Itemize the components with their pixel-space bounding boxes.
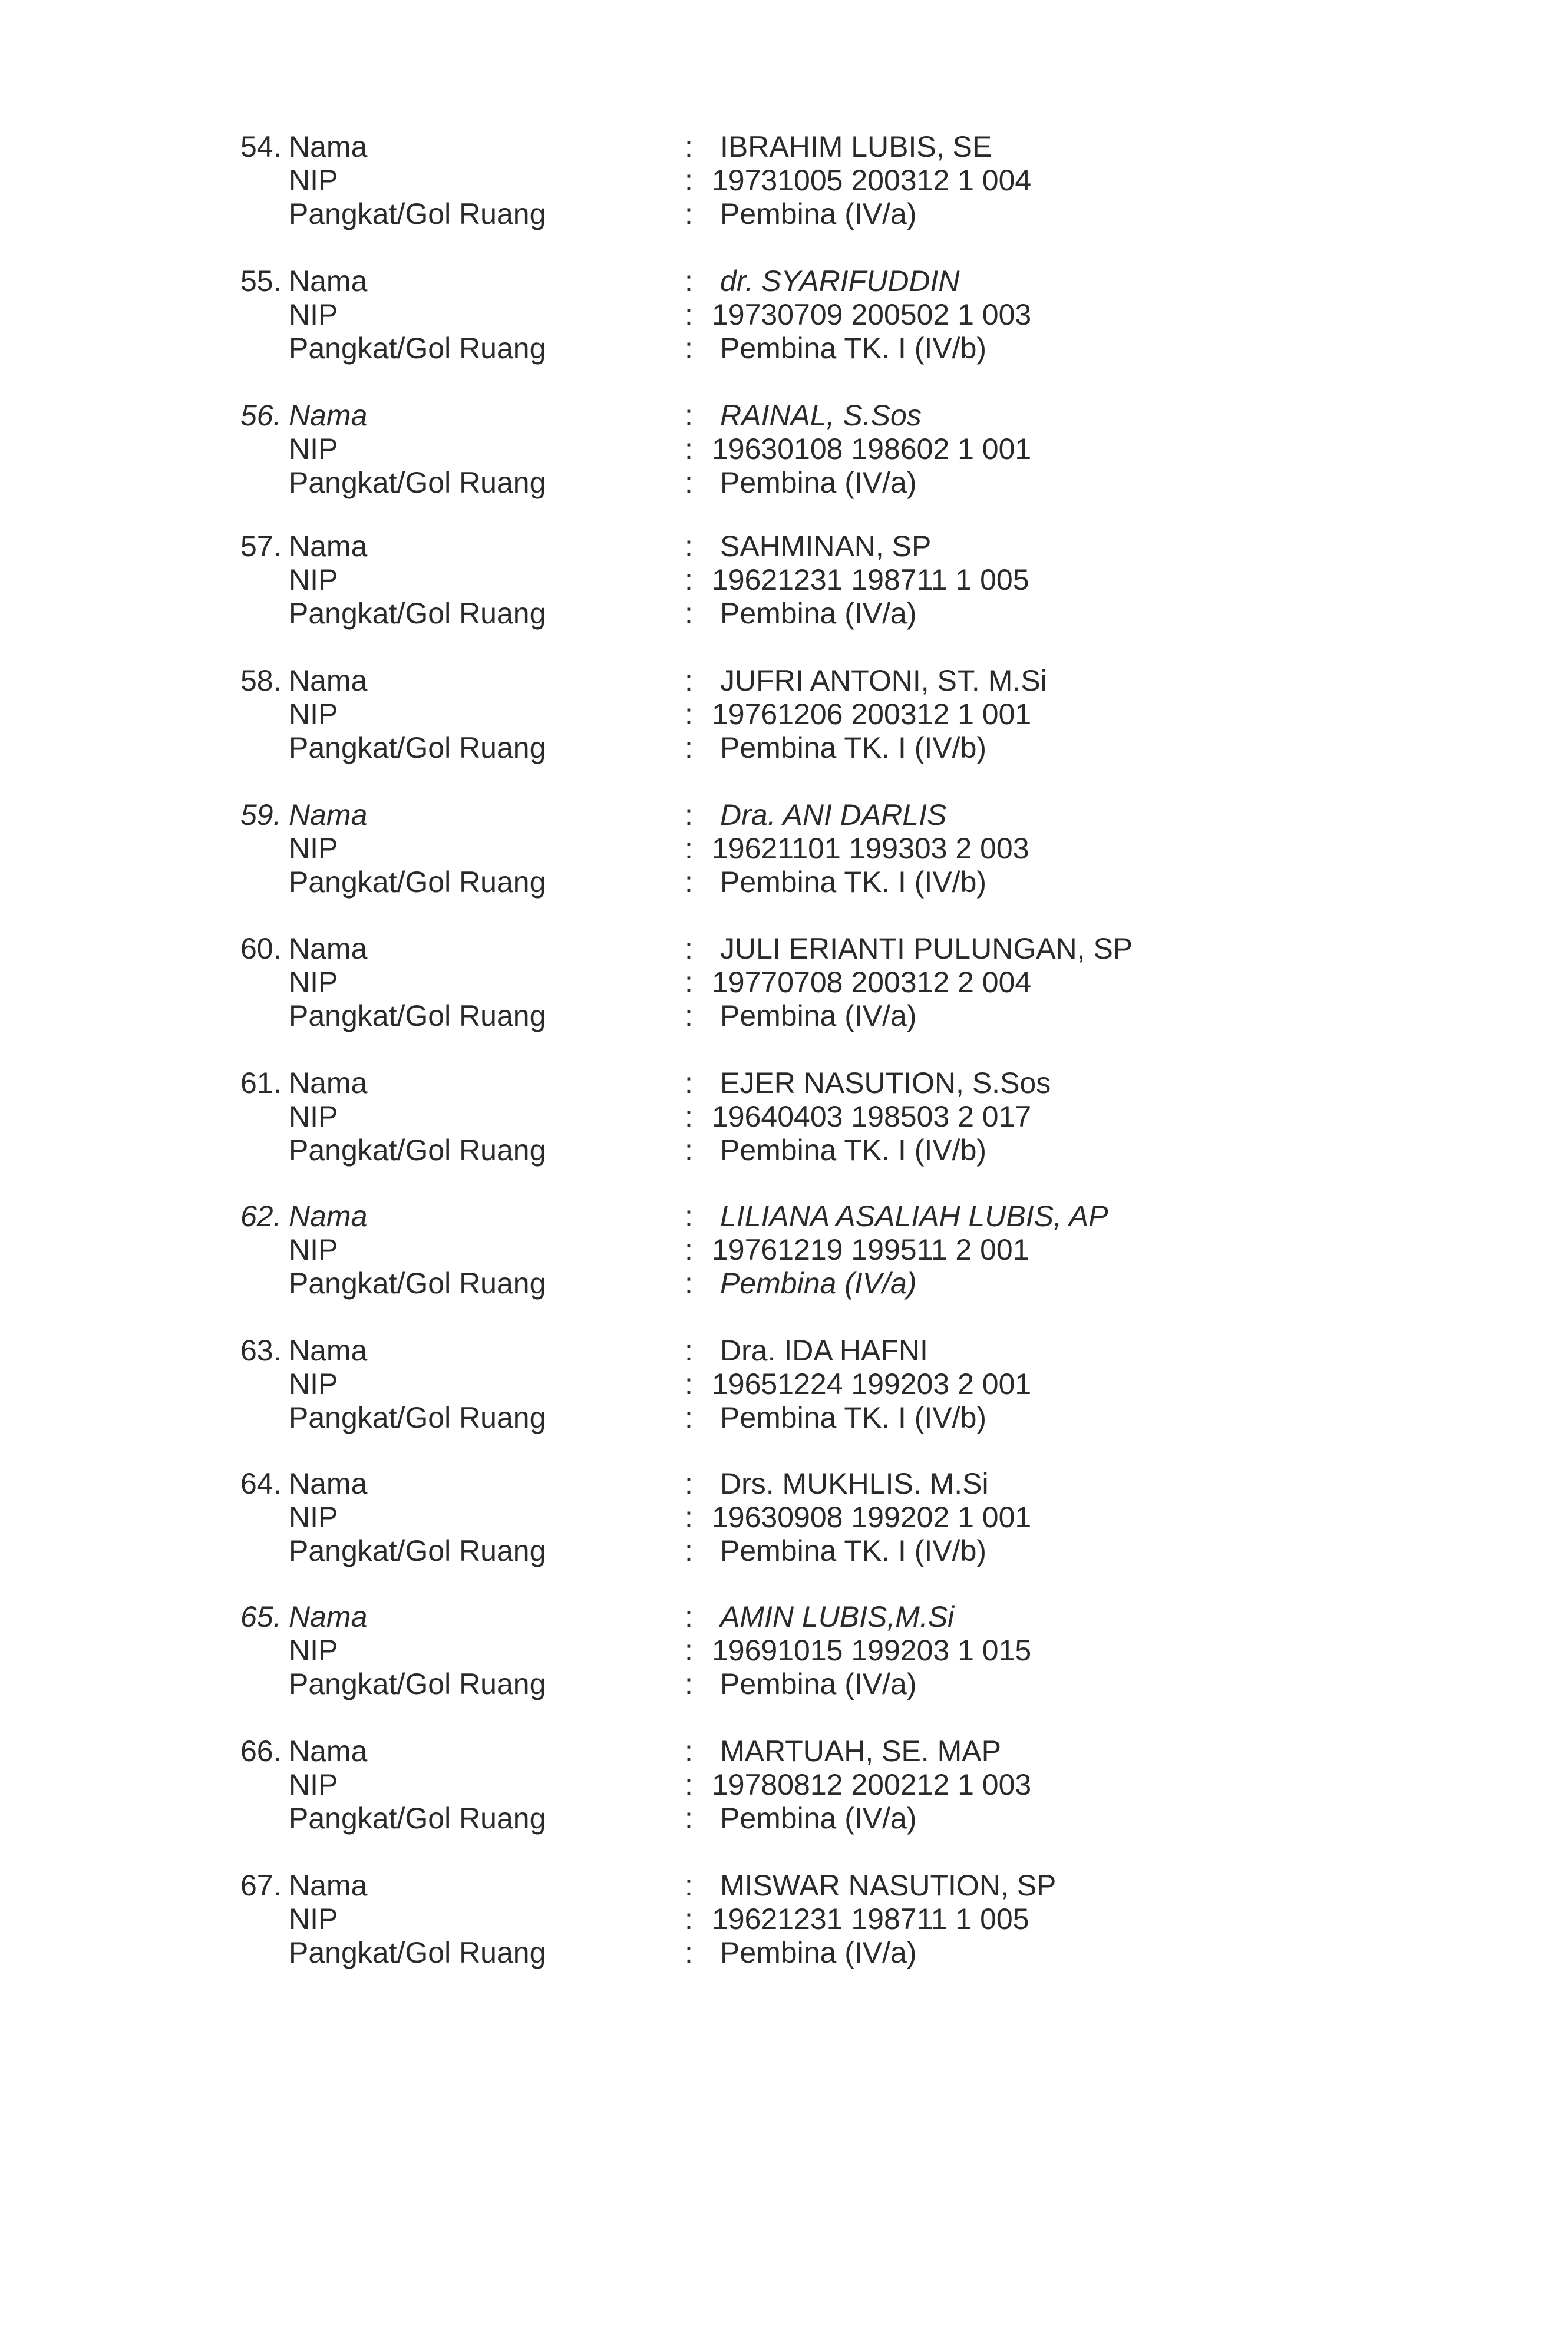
nama-line: [0, 398, 1568, 433]
separator: :: [685, 432, 693, 465]
nama-label: Nama: [289, 130, 368, 163]
pangkat-label: Pangkat/Gol Ruang: [289, 597, 546, 630]
entry-number: 56.: [240, 399, 282, 432]
employee-entry: [0, 1599, 1568, 1705]
pangkat-value: Pembina (IV/a): [720, 1936, 917, 1969]
separator: :: [685, 399, 693, 432]
employee-entry: [0, 1868, 1568, 1974]
nip-value: 19630908 199202 1 001: [712, 1501, 1032, 1534]
separator: :: [685, 1267, 693, 1300]
nip-line: [0, 297, 1568, 332]
employee-entry: [0, 529, 1568, 635]
pangkat-label: Pangkat/Gol Ruang: [289, 1667, 546, 1700]
pangkat-label: Pangkat/Gol Ruang: [289, 1534, 546, 1567]
separator: :: [685, 731, 693, 764]
nip-label: NIP: [289, 698, 338, 731]
pangkat-value: Pembina TK. I (IV/b): [720, 731, 987, 764]
nama-line: [0, 1599, 1568, 1634]
nip-line: [0, 431, 1568, 467]
pangkat-line: [0, 864, 1568, 900]
pangkat-value: Pembina TK. I (IV/b): [720, 332, 987, 365]
pangkat-value: Pembina (IV/a): [720, 1802, 917, 1835]
nip-value: 19651224 199203 2 001: [712, 1368, 1032, 1401]
pangkat-label: Pangkat/Gol Ruang: [289, 197, 546, 230]
pangkat-line: [0, 596, 1568, 631]
pangkat-value: Pembina TK. I (IV/b): [720, 1134, 987, 1167]
nip-line: [0, 696, 1568, 732]
nama-line: [0, 1466, 1568, 1501]
pangkat-value: Pembina (IV/a): [720, 197, 917, 230]
separator: :: [685, 332, 693, 365]
nama-line: [0, 1198, 1568, 1234]
nama-line: [0, 1065, 1568, 1101]
nip-label: NIP: [289, 1501, 338, 1534]
nip-value: 19640403 198503 2 017: [712, 1100, 1032, 1133]
nip-label: NIP: [289, 1768, 338, 1801]
nama-value: MARTUAH, SE. MAP: [720, 1735, 1001, 1768]
entry-number: 60.: [240, 932, 282, 965]
nama-label: Nama: [289, 1735, 368, 1768]
separator: :: [685, 1903, 693, 1936]
employee-entry: [0, 797, 1568, 903]
separator: :: [685, 466, 693, 499]
separator: :: [685, 1334, 693, 1367]
nip-label: NIP: [289, 432, 338, 465]
nip-value: 19630108 198602 1 001: [712, 432, 1032, 465]
nip-line: [0, 163, 1568, 198]
pangkat-line: [0, 465, 1568, 500]
nip-label: NIP: [289, 1903, 338, 1936]
employee-entry: [0, 398, 1568, 504]
nip-line: [0, 1500, 1568, 1535]
pangkat-value: Pembina (IV/a): [720, 466, 917, 499]
nama-value: JULI ERIANTI PULUNGAN, SP: [720, 932, 1133, 965]
nip-value: 19730709 200502 1 003: [712, 298, 1032, 331]
nip-value: 19621231 198711 1 005: [712, 563, 1029, 596]
entry-number: 59.: [240, 798, 282, 831]
nip-line: [0, 1767, 1568, 1802]
nip-label: NIP: [289, 298, 338, 331]
pangkat-label: Pangkat/Gol Ruang: [289, 731, 546, 764]
nama-value: MISWAR NASUTION, SP: [720, 1869, 1057, 1902]
nama-value: Dra. IDA HAFNI: [720, 1334, 928, 1367]
employee-entry: [0, 1333, 1568, 1439]
pangkat-label: Pangkat/Gol Ruang: [289, 1267, 546, 1300]
separator: :: [685, 298, 693, 331]
pangkat-label: Pangkat/Gol Ruang: [289, 1401, 546, 1434]
separator: :: [685, 1368, 693, 1401]
nip-label: NIP: [289, 966, 338, 999]
pangkat-label: Pangkat/Gol Ruang: [289, 1134, 546, 1167]
nip-line: [0, 965, 1568, 1000]
nama-line: [0, 263, 1568, 299]
nip-line: [0, 562, 1568, 597]
nama-label: Nama: [289, 1600, 368, 1633]
pangkat-value: Pembina (IV/a): [720, 1267, 917, 1300]
nip-value: 19780812 200212 1 003: [712, 1768, 1032, 1801]
nama-line: [0, 1733, 1568, 1769]
separator: :: [685, 1200, 693, 1233]
nama-label: Nama: [289, 932, 368, 965]
pangkat-line: [0, 1935, 1568, 1970]
nama-value: LILIANA ASALIAH LUBIS, AP: [720, 1200, 1108, 1233]
separator: :: [685, 1100, 693, 1133]
nip-line: [0, 1901, 1568, 1937]
entry-number: 55.: [240, 265, 282, 298]
nama-line: [0, 1868, 1568, 1903]
pangkat-line: [0, 1400, 1568, 1435]
separator: :: [685, 1467, 693, 1500]
nip-label: NIP: [289, 1100, 338, 1133]
pangkat-label: Pangkat/Gol Ruang: [289, 1802, 546, 1835]
employee-entry: [0, 931, 1568, 1037]
nama-line: [0, 529, 1568, 564]
separator: :: [685, 597, 693, 630]
separator: :: [685, 265, 693, 298]
employee-entry: [0, 129, 1568, 235]
nip-label: NIP: [289, 1368, 338, 1401]
separator: :: [685, 866, 693, 899]
nama-label: Nama: [289, 530, 368, 563]
entry-number: 65.: [240, 1600, 282, 1633]
pangkat-value: Pembina TK. I (IV/b): [720, 1401, 987, 1434]
separator: :: [685, 1869, 693, 1902]
nama-line: [0, 663, 1568, 698]
entry-number: 62.: [240, 1200, 282, 1233]
pangkat-line: [0, 1533, 1568, 1568]
separator: :: [685, 563, 693, 596]
pangkat-value: Pembina TK. I (IV/b): [720, 1534, 987, 1567]
employee-entry: [0, 1733, 1568, 1839]
separator: :: [685, 1134, 693, 1167]
nip-value: 19761206 200312 1 001: [712, 698, 1032, 731]
nama-value: RAINAL, S.Sos: [720, 399, 922, 432]
nama-value: Drs. MUKHLIS. M.Si: [720, 1467, 989, 1500]
separator: :: [685, 1634, 693, 1667]
nama-label: Nama: [289, 265, 368, 298]
separator: :: [685, 1534, 693, 1567]
nip-line: [0, 1633, 1568, 1668]
nama-value: IBRAHIM LUBIS, SE: [720, 130, 992, 163]
separator: :: [685, 1233, 693, 1266]
nama-line: [0, 931, 1568, 966]
entry-number: 66.: [240, 1735, 282, 1768]
separator: :: [685, 698, 693, 731]
pangkat-line: [0, 998, 1568, 1033]
entry-number: 58.: [240, 664, 282, 697]
separator: :: [685, 1735, 693, 1768]
nama-label: Nama: [289, 1869, 368, 1902]
pangkat-line: [0, 331, 1568, 366]
separator: :: [685, 164, 693, 197]
separator: :: [685, 1667, 693, 1700]
nama-label: Nama: [289, 1334, 368, 1367]
pangkat-value: Pembina (IV/a): [720, 597, 917, 630]
separator: :: [685, 197, 693, 230]
separator: :: [685, 832, 693, 865]
nama-value: EJER NASUTION, S.Sos: [720, 1066, 1051, 1099]
separator: :: [685, 1401, 693, 1434]
pangkat-label: Pangkat/Gol Ruang: [289, 1936, 546, 1969]
nip-line: [0, 1099, 1568, 1134]
separator: :: [685, 664, 693, 697]
nip-label: NIP: [289, 563, 338, 596]
pangkat-label: Pangkat/Gol Ruang: [289, 866, 546, 899]
entry-number: 54.: [240, 130, 282, 163]
entry-number: 67.: [240, 1869, 282, 1902]
nip-label: NIP: [289, 164, 338, 197]
pangkat-line: [0, 1132, 1568, 1168]
pangkat-line: [0, 1801, 1568, 1836]
nip-value: 19770708 200312 2 004: [712, 966, 1032, 999]
nama-value: dr. SYARIFUDDIN: [720, 265, 960, 298]
nama-label: Nama: [289, 798, 368, 831]
nip-label: NIP: [289, 1634, 338, 1667]
nip-label: NIP: [289, 1233, 338, 1266]
employee-entry: [0, 1466, 1568, 1572]
separator: :: [685, 1768, 693, 1801]
nip-line: [0, 1232, 1568, 1267]
employee-entry: [0, 1065, 1568, 1171]
pangkat-value: Pembina TK. I (IV/b): [720, 866, 987, 899]
separator: :: [685, 1501, 693, 1534]
nama-label: Nama: [289, 1066, 368, 1099]
pangkat-label: Pangkat/Gol Ruang: [289, 999, 546, 1032]
separator: :: [685, 932, 693, 965]
nip-value: 19621101 199303 2 003: [712, 832, 1029, 865]
nama-value: AMIN LUBIS,M.Si: [720, 1600, 955, 1633]
separator: :: [685, 999, 693, 1032]
nama-line: [0, 129, 1568, 164]
nama-value: SAHMINAN, SP: [720, 530, 932, 563]
employee-entry: [0, 1198, 1568, 1304]
pangkat-line: [0, 1666, 1568, 1702]
pangkat-label: Pangkat/Gol Ruang: [289, 466, 546, 499]
separator: :: [685, 1066, 693, 1099]
nama-line: [0, 797, 1568, 833]
separator: :: [685, 1802, 693, 1835]
nip-line: [0, 831, 1568, 866]
employee-entry: [0, 663, 1568, 769]
pangkat-value: Pembina (IV/a): [720, 1667, 917, 1700]
separator: :: [685, 1936, 693, 1969]
nip-label: NIP: [289, 832, 338, 865]
nip-line: [0, 1366, 1568, 1402]
pangkat-line: [0, 1266, 1568, 1301]
entry-number: 64.: [240, 1467, 282, 1500]
pangkat-value: Pembina (IV/a): [720, 999, 917, 1032]
separator: :: [685, 130, 693, 163]
nama-label: Nama: [289, 1467, 368, 1500]
pangkat-line: [0, 196, 1568, 232]
nip-value: 19731005 200312 1 004: [712, 164, 1032, 197]
pangkat-line: [0, 730, 1568, 765]
nama-label: Nama: [289, 1200, 368, 1233]
separator: :: [685, 530, 693, 563]
nip-value: 19621231 198711 1 005: [712, 1903, 1029, 1936]
nama-value: Dra. ANI DARLIS: [720, 798, 947, 831]
nama-label: Nama: [289, 399, 368, 432]
entry-number: 61.: [240, 1066, 282, 1099]
nama-label: Nama: [289, 664, 368, 697]
separator: :: [685, 966, 693, 999]
separator: :: [685, 798, 693, 831]
nama-value: JUFRI ANTONI, ST. M.Si: [720, 664, 1047, 697]
pangkat-label: Pangkat/Gol Ruang: [289, 332, 546, 365]
nip-value: 19691015 199203 1 015: [712, 1634, 1032, 1667]
entry-number: 57.: [240, 530, 282, 563]
separator: :: [685, 1600, 693, 1633]
entry-number: 63.: [240, 1334, 282, 1367]
nip-value: 19761219 199511 2 001: [712, 1233, 1029, 1266]
employee-entry: [0, 263, 1568, 369]
nama-line: [0, 1333, 1568, 1368]
